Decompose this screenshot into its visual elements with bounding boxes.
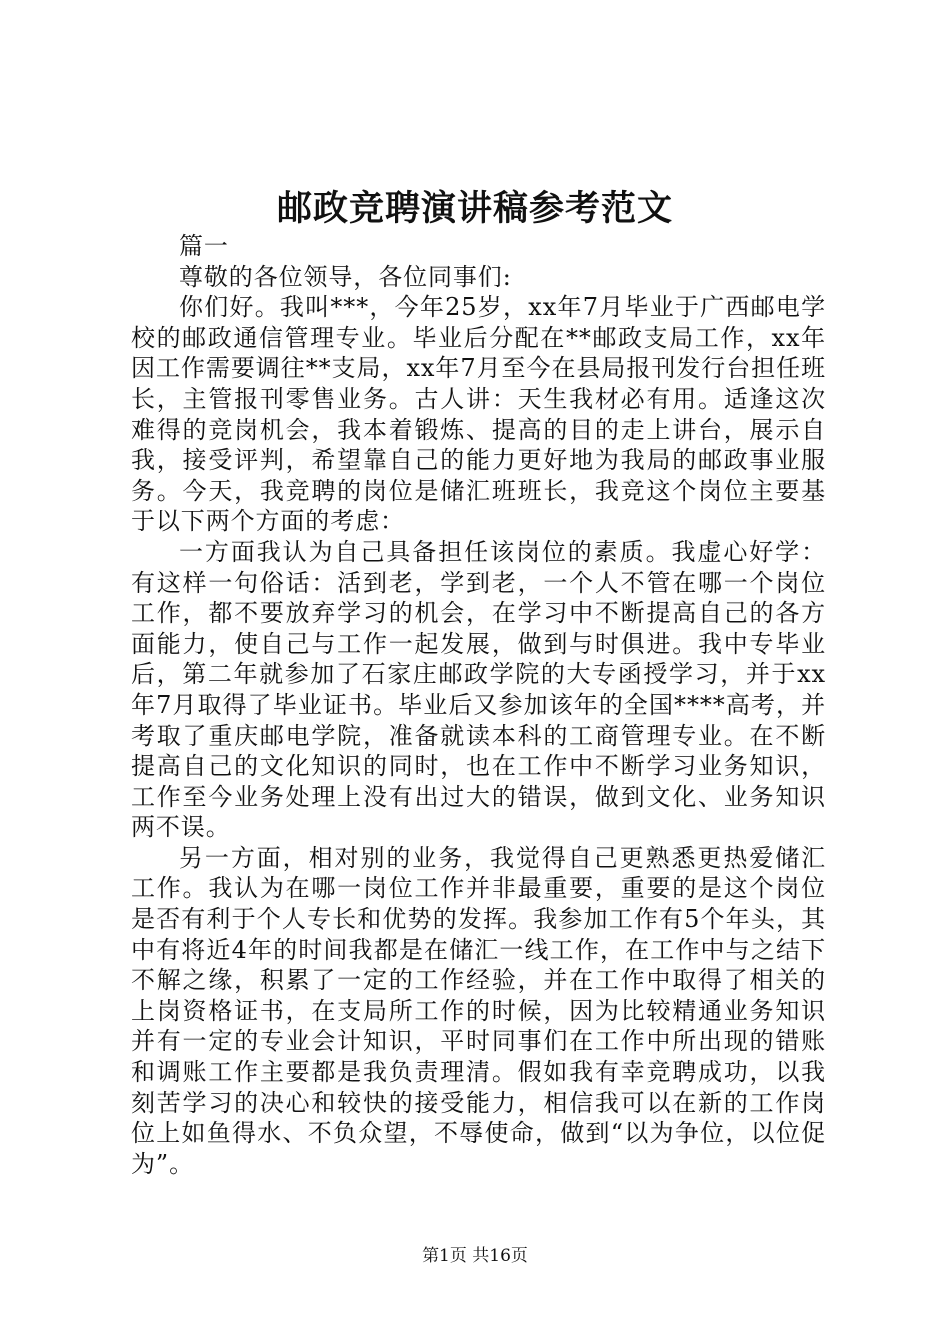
body-paragraph: 你们好。我叫***，今年25岁，xx年7月毕业于广西邮电学校的邮政通信管理专业。毕业后分配在**邮政支局工作，xx年因工作需要调往**支局，xx年7月至今在县局报刊发行台担任班长，主管报刊零售业务。古人讲：天生我材必有用。适逢这次难得的竞岗机会，我本着锻炼、提高的目的走上讲台，展示自我，接受评判，希望靠自己的能力更好地为我局的邮政事业服务。今天，我竞聘的岗位是储汇班班长，我竞这个岗位主要基于以下两个方面的考虑： <box>131 293 826 536</box>
body-paragraph: 一方面我认为自己具备担任该岗位的素质。我虚心好学：有这样一句俗话：活到老，学到老，一个人不管在哪一个岗位工作，都不要放弃学习的机会，在学习中不断提高自己的各方面能力，使自己与工作一起发展，做到与时俱进。我中专毕业后，第二年就参加了石家庄邮政学院的大专函授学习，并于xx年7月取得了毕业证书。毕业后又参加该年的全国****高考，并考取了重庆邮电学院，准备就读本科的工商管理专业。在不断提高自己的文化知识的同时，也在工作中不断学习业务知识，工作至今业务处理上没有出过大的错误，做到文化、业务知识两不误。 <box>131 537 826 842</box>
page-number: 第1页 共16页 <box>422 1246 528 1266</box>
section-heading: 篇一 <box>179 232 229 260</box>
body-paragraph: 另一方面，相对别的业务，我觉得自己更熟悉更热爱储汇工作。我认为在哪一岗位工作并非最重要，重要的是这个岗位是否有利于个人专长和优势的发挥。我参加工作有5个年头，其中有将近4年的时间我都是在储汇一线工作，在工作中与之结下不解之缘，积累了一定的工作经验，并在工作中取得了相关的上岗资格证书，在支局所工作的时候，因为比较精通业务知识并有一定的专业会计知识，平时同事们在工作中所出现的错账和调账工作主要都是我负责理清。假如我有幸竞聘成功，以我刻苦学习的决心和较快的接受能力，相信我可以在新的工作岗位上如鱼得水、不负众望，不辱使命，做到“以为争位，以位促为”。 <box>131 843 826 1178</box>
document-title: 邮政竞聘演讲稿参考范文 <box>276 188 673 229</box>
document-body <box>131 231 826 1179</box>
salutation: 尊敬的各位领导，各位同事们: <box>179 262 512 291</box>
